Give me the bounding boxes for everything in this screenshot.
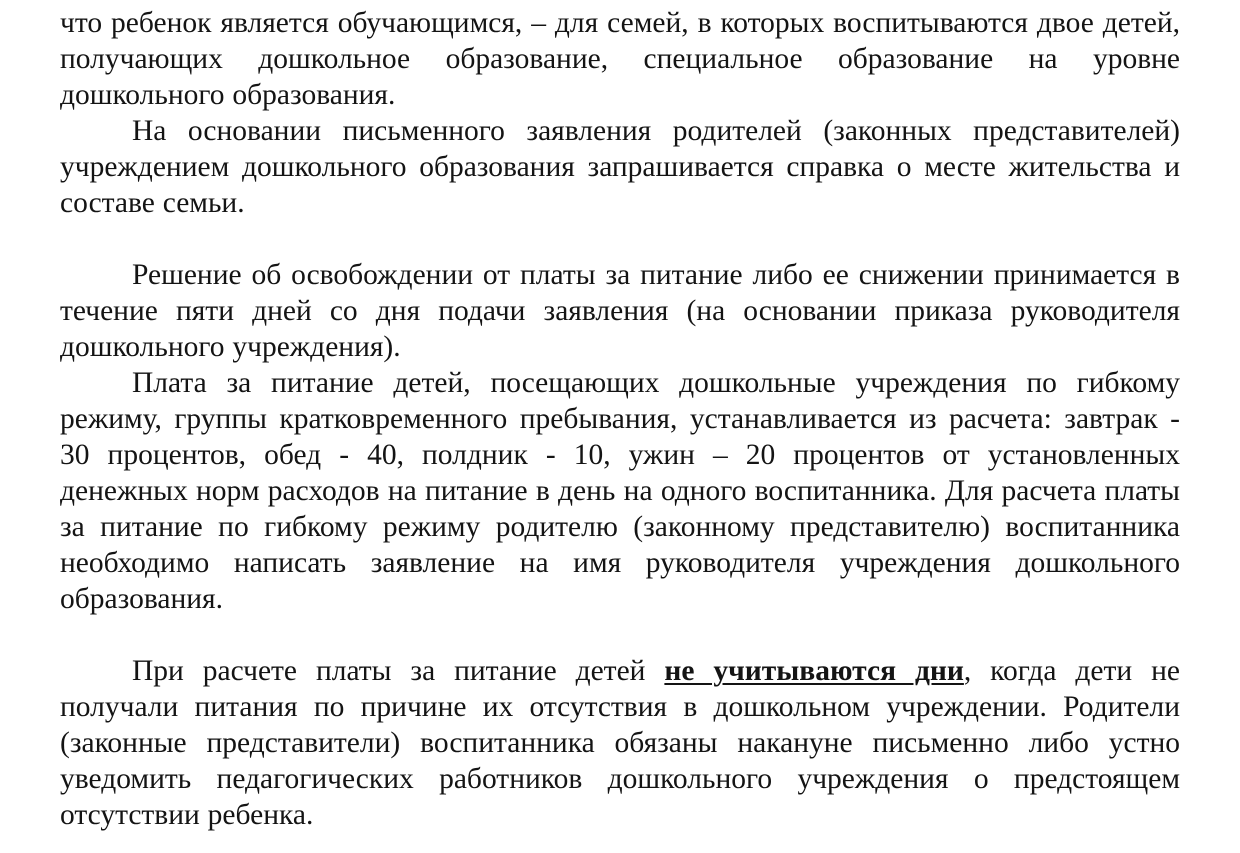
paragraph-flexible-mode-fee: Плата за питание детей, посещающих дошкольные учреждения по гибкому режиму, группы кратковременного пребывания, устанавливается из расчета: завтрак - 30 процентов, обед - 40, полдник - 10, ужин – 20 процентов от установленных денежных норм расходов на питание в день на одного воспитанника. Для расчета платы за питание по гибкому режиму родителю (законному представителю) воспитанника необходимо написать заявление на имя руководителя учреждения дошкольного образования. <box>60 367 1180 615</box>
absence-text-before: При расчете платы за питание детей <box>132 655 665 687</box>
paragraph-exemption-decision: Решение об освобождении от платы за питание либо ее снижении принимается в течение пяти дней со дня подачи заявления (на основании приказа руководителя дошкольного учреждения). <box>60 259 1180 363</box>
paragraph-application-request: На основании письменного заявления родителей (законных представителей) учреждением дошкольного образования запрашивается справка о месте жительства и составе семьи. <box>60 115 1180 219</box>
absence-text-after: , когда дети не получали питания по причине их отсутствия в дошкольном учреждении. Родители (законные представители) воспитанника обязаны накануне письменно либо устно уведомить педагогических работников дошкольного учреждения о предстоящем отсутствии ребенка. <box>60 655 1181 831</box>
paragraph-continuation: что ребенок является обучающимся, – для семей, в которых воспитываются двое детей, получающих дошкольное образование, специальное образование на уровне дошкольного образования. <box>60 7 1180 111</box>
emphasis-not-counted-days: не учитываются дни <box>664 655 964 687</box>
paragraph-absence-days <box>60 653 1180 833</box>
